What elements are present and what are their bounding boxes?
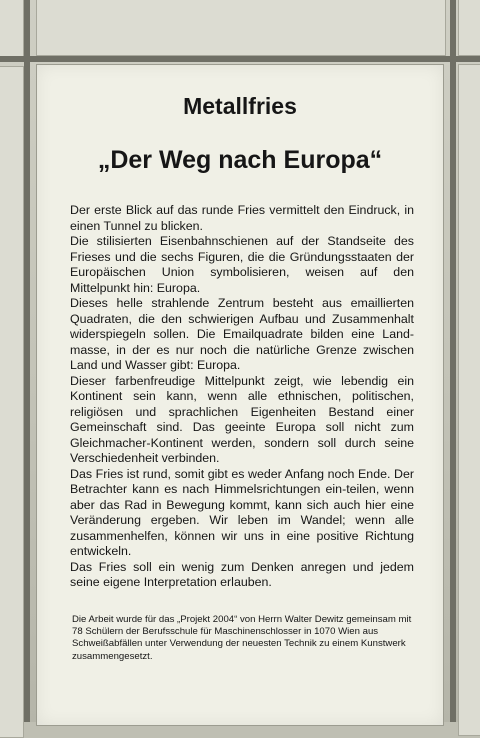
wall-tile	[458, 64, 480, 736]
wall-tile	[0, 66, 24, 738]
wall-joint	[450, 0, 456, 722]
sign-body	[70, 203, 414, 591]
sign-paragraph: Das Fries soll ein wenig zum Denken anregen und jedem seine eigene Interpretation erlauben.	[70, 559, 414, 589]
sign-paragraph: Dieser farbenfreudige Mittelpunkt zeigt, wie lebendig ein Kontinent sein kann, wenn alle ethnischen, politischen, religiösen und sprachlichen Eigenheiten Bestand einer Gemeinschaft sind. Das geeinte Europa soll nicht zum Gleichmacher-Kontinent werden, sondern soll durch seine Verschiedenheit verbinden.	[70, 373, 414, 465]
sign-paragraph: Der erste Blick auf das runde Fries vermittelt den Eindruck, in einen Tunnel zu blicken.	[70, 203, 414, 233]
wall-tile	[0, 0, 24, 60]
sign-credit: Die Arbeit wurde für das „Projekt 2004“ von Herrn Walter Dewitz gemeinsam mit 78 Schülern der Berufsschule für Maschinenschlosser in 1070 Wien aus Schweißabfällen unter Verwendung der neuesten Technik zu einem Kunstwerk zusammengesetzt.	[72, 614, 412, 662]
info-sign	[36, 64, 444, 726]
wall-tile	[458, 0, 480, 56]
wall-joint	[0, 56, 480, 62]
sign-paragraph: Dieses helle strahlende Zentrum besteht aus emaillierten Quadraten, die den schwierigen Aufbau und Zusammenhalt widerspiegeln sollen. Die Emailquadrate bilden eine Land-masse, in der es nur noch die natürliche Grenze zwischen Land und Wasser gibt: Europa.	[70, 296, 414, 372]
sign-title: Metallfries	[183, 93, 297, 119]
wall-joint	[24, 0, 30, 722]
sign-subtitle: „Der Weg nach Europa“	[97, 146, 383, 174]
sign-paragraph: Die stilisierten Eisenbahnschienen auf der Standseite des Frieses und die sechs Figuren, die die Gründungsstaaten der Europäischen Union symbolisieren, weisen auf den Mittelpunkt hin: Europa.	[70, 234, 414, 295]
sign-paragraph: Das Fries ist rund, somit gibt es weder Anfang noch Ende. Der Betrachter kann es nach Himmelsrichtungen ein-teilen, wenn aber das Rad in Bewegung kommt, kann sich auch hier eine Veränderung ergeben. Wir leben im Wandel; wenn alle zusammenhelfen, können wir uns in eine positive Richtung entwickeln.	[70, 466, 414, 558]
wall-tile	[36, 0, 446, 56]
